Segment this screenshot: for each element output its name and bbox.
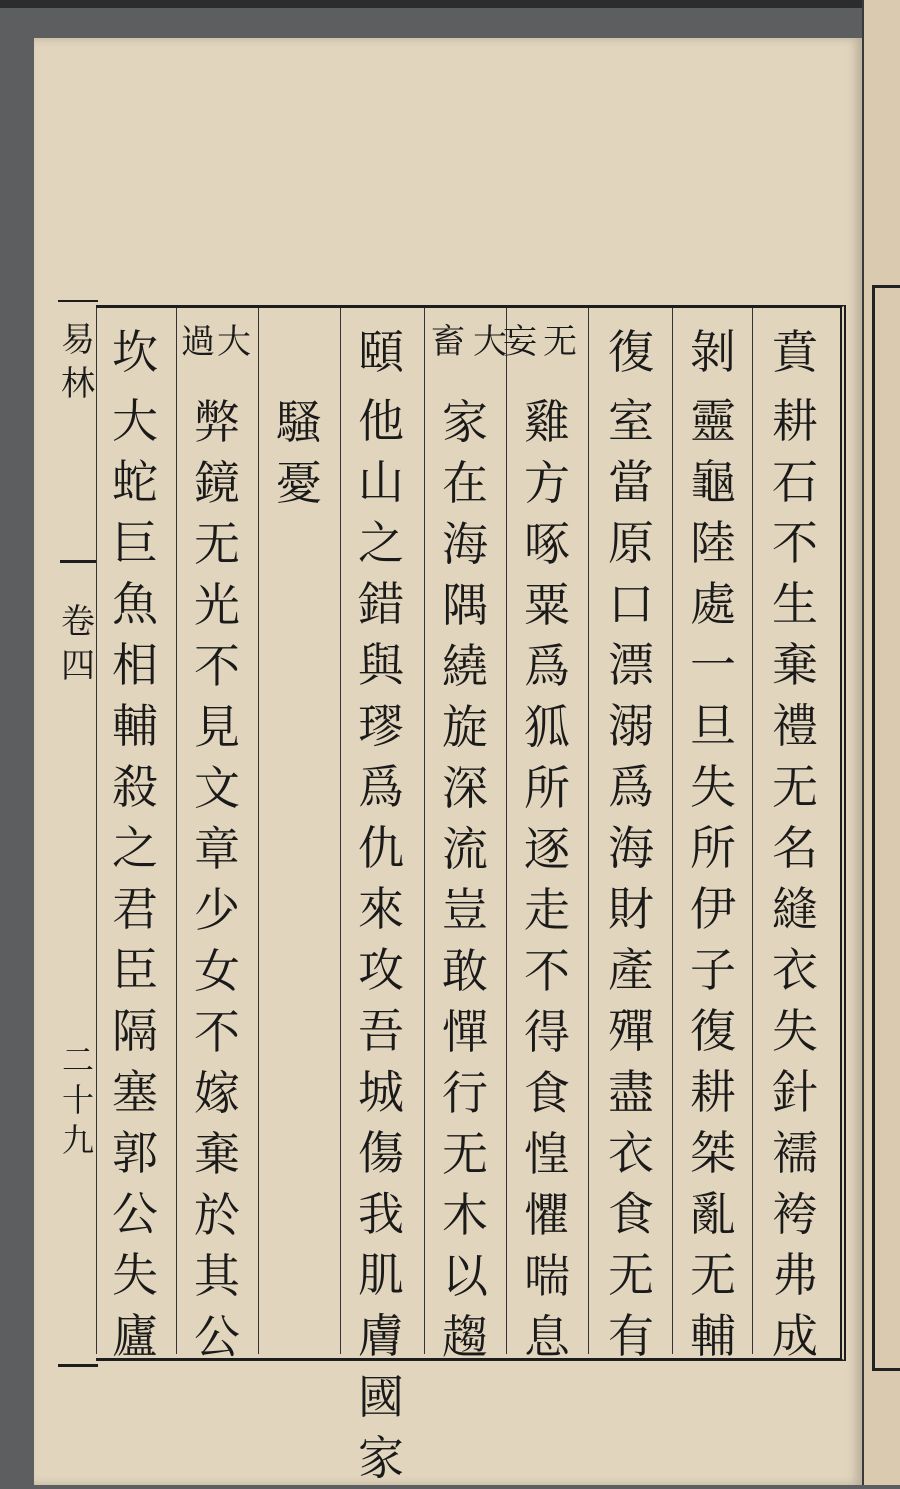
top-edge (0, 0, 900, 8)
hexagram-name-bottom: 妄 (503, 322, 537, 362)
column-daguo (186, 392, 248, 1368)
book-title: 易 林 (61, 320, 95, 404)
margin-frame (58, 300, 98, 1367)
verse-text: 他 山 之 錯 與 璆 爲 仇 來 攻 吾 城 傷 我 肌 膚 國 家 (358, 394, 404, 1485)
column-rule (96, 308, 97, 1354)
verse-text: 弊 鏡 无 光 不 見 文 章 少 女 不 嫁 棄 於 其 公 (194, 395, 240, 1364)
column-rule (258, 308, 259, 1354)
column-yi (350, 322, 412, 1489)
column-rule (424, 308, 425, 1354)
hexagram-name-bottom: 過 (181, 322, 215, 362)
hexagram-name-bottom: 畜 (431, 322, 465, 362)
next-page-frame (872, 285, 900, 1371)
verse-text: 大 蛇 巨 魚 相 輔 殺 之 君 臣 隔 塞 郭 公 失 廬 (112, 394, 158, 1363)
hexagram-name: 復 (608, 325, 654, 379)
verse-text: 耕 石 不 生 棄 禮 无 名 縫 衣 失 針 襦 袴 弗 成 (772, 394, 818, 1363)
hexagram-name: 頤 (358, 325, 404, 379)
volume-label: 卷 四 (61, 602, 95, 686)
column-wuwang (516, 392, 578, 1368)
hexagram-name: 賁 (772, 325, 818, 379)
hexagram-name-top: 无 (543, 322, 577, 362)
hexagram-name-top: 大 (473, 322, 507, 362)
column-rule (340, 308, 341, 1354)
page-number: 二 十 九 (61, 1041, 94, 1159)
column-rule (506, 308, 507, 1354)
verse-text: 雞 方 啄 粟 爲 狐 所 逐 走 不 得 食 惶 懼 喘 息 (524, 395, 570, 1364)
column-bo (682, 322, 744, 1367)
verse-text: 騷 憂 (276, 395, 322, 510)
verse-text: 靈 龜 陸 處 一 旦 失 所 伊 子 復 耕 桀 亂 无 輔 (690, 394, 736, 1363)
column-yi-continued (268, 392, 330, 514)
column-rule (176, 308, 177, 1354)
hexagram-name-top: 大 (217, 322, 251, 362)
column-kan (104, 322, 166, 1367)
column-rule (588, 308, 589, 1354)
column-fu (600, 322, 662, 1367)
column-rule (672, 308, 673, 1354)
column-bi (764, 322, 826, 1367)
verse-text: 室 當 原 口 漂 溺 爲 海 財 產 殫 盡 衣 食 无 有 (608, 394, 654, 1363)
column-daxu (434, 392, 496, 1368)
hexagram-name: 剝 (690, 325, 736, 379)
verse-text: 家 在 海 隅 繞 旋 深 流 豈 敢 憚 行 无 木 以 趨 (442, 395, 488, 1364)
hexagram-name: 坎 (112, 325, 158, 379)
column-rule (752, 308, 753, 1354)
